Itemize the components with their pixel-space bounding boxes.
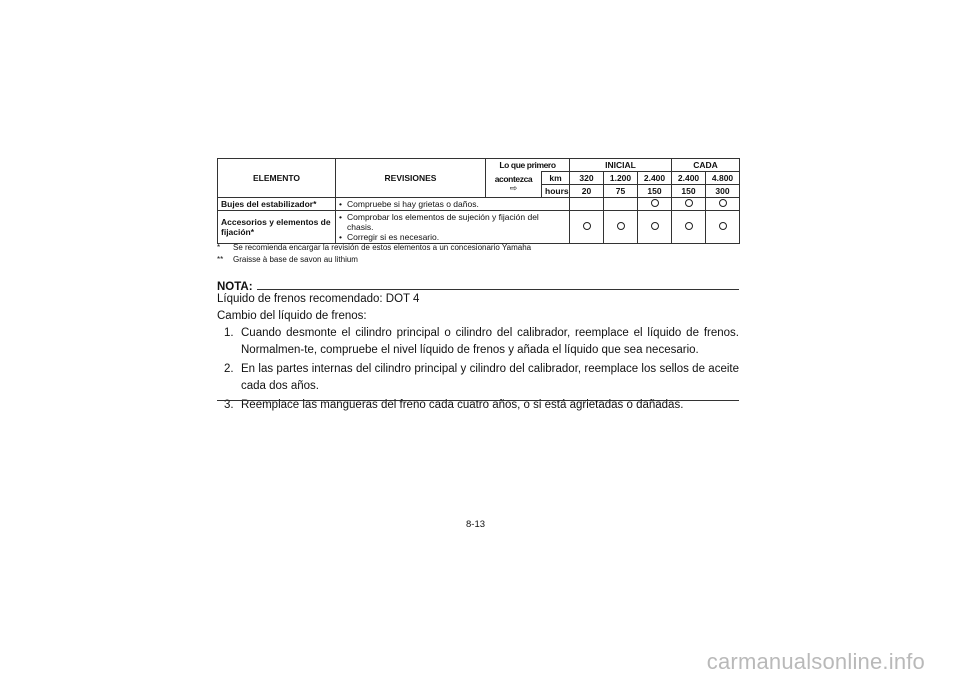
hours-value: 20 [570, 185, 604, 198]
row-checks [336, 211, 570, 244]
step-text: En las partes internas del cilindro principal y cilindro del calibrador, reemplace los sellos de aceite cada dos años. [241, 363, 739, 392]
check-item: • Compruebe si hay grietas o daños. [339, 199, 566, 209]
interval-cell [706, 211, 740, 244]
header-lo-que-primero: Lo que primero [486, 159, 570, 172]
footnote-mark: ** [217, 255, 224, 264]
footnote [217, 255, 358, 264]
circle-mark-icon [583, 222, 591, 230]
interval-cell [672, 211, 706, 244]
header-inicial: INICIAL [570, 159, 672, 172]
nota-divider [257, 289, 739, 290]
row-element: Bujes del estabilizador* [218, 198, 336, 211]
nota-end-divider [217, 400, 739, 401]
km-value: 1.200 [604, 172, 638, 185]
footnote [217, 243, 531, 252]
interval-cell [706, 198, 740, 211]
interval-cell [570, 211, 604, 244]
step-number: 3. [224, 399, 234, 411]
header-acontezca: acontezca ⇨ [486, 172, 542, 198]
km-value: 320 [570, 172, 604, 185]
check-item: • Comprobar los elementos de sujeción y fijación del chasis. [339, 212, 566, 232]
maintenance-table [217, 158, 740, 244]
list-item [224, 361, 739, 395]
table-row [218, 211, 740, 244]
steps-list [224, 325, 739, 416]
header-revisiones: REVISIONES [336, 159, 486, 198]
table-row [218, 198, 740, 211]
interval-cell [672, 198, 706, 211]
label-hours: hours [542, 185, 570, 198]
footnote-mark: * [217, 243, 221, 252]
row-element: Accesorios y elementos de fijación* [218, 211, 336, 244]
header-cada: CADA [672, 159, 740, 172]
interval-cell [604, 211, 638, 244]
interval-cell [604, 198, 638, 211]
hours-value: 150 [672, 185, 706, 198]
step-number: 2. [224, 363, 234, 375]
page-number: 8-13 [466, 519, 486, 530]
brake-fluid-recommendation: Líquido de frenos recomendado: DOT 4 [217, 293, 420, 305]
hours-value: 150 [638, 185, 672, 198]
hours-value: 75 [604, 185, 638, 198]
list-item [224, 325, 739, 359]
interval-cell [570, 198, 604, 211]
step-text: Reemplace las mangueras del freno cada cuatro años, o si está agrietadas o dañadas. [241, 399, 684, 411]
km-value: 2.400 [672, 172, 706, 185]
step-text: Cuando desmonte el cilindro principal o cilindro del calibrador, reemplace el líquido de frenos. Normalmen-te, compruebe el nivel líquido de frenos y añada el líquido que sea necesario. [241, 327, 739, 356]
footnote-text: Graisse à base de savon au lithium [233, 255, 358, 264]
circle-mark-icon [651, 199, 659, 207]
hours-value: 300 [706, 185, 740, 198]
circle-mark-icon [651, 222, 659, 230]
header-elemento: ELEMENTO [218, 159, 336, 198]
km-value: 2.400 [638, 172, 672, 185]
step-number: 1. [224, 327, 234, 339]
footnote-text: Se recomienda encargar la revisión de estos elementos a un concesionario Yamaha [233, 243, 532, 252]
brake-fluid-change-heading: Cambio del líquido de frenos: [217, 310, 367, 322]
circle-mark-icon [685, 199, 693, 207]
circle-mark-icon [719, 222, 727, 230]
circle-mark-icon [617, 222, 625, 230]
arrow-right-icon: ⇨ [509, 183, 518, 194]
interval-cell [638, 198, 672, 211]
watermark: carmanualsonline.info [706, 649, 925, 674]
circle-mark-icon [719, 199, 727, 207]
circle-mark-icon [685, 222, 693, 230]
nota-title: NOTA: [217, 281, 253, 293]
km-value: 4.800 [706, 172, 740, 185]
row-checks [336, 198, 570, 211]
interval-cell [638, 211, 672, 244]
label-km: km [542, 172, 570, 185]
check-item: • Corregir si es necesario. [339, 232, 566, 242]
